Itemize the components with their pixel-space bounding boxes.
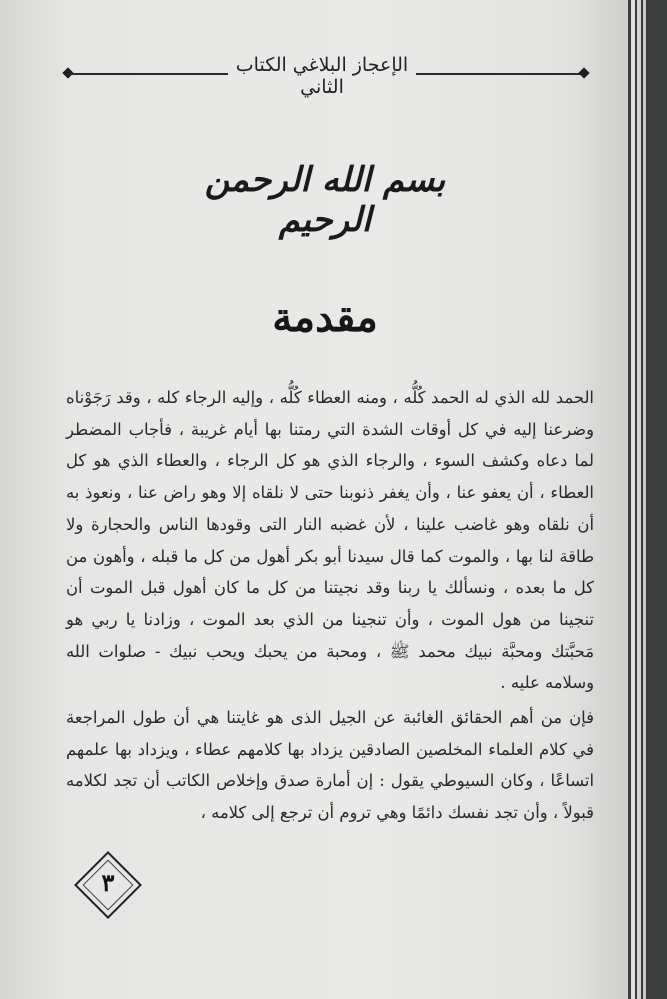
basmala: بسم الله الرحمن الرحيم [204, 160, 446, 240]
body-text [66, 382, 594, 829]
section-title: مقدمة [272, 294, 378, 341]
header-rule-left [68, 73, 228, 75]
header-rule-right [416, 73, 584, 75]
header-ornament-right [578, 67, 589, 78]
page-number: ٣ [101, 868, 115, 897]
paragraph: الحمد لله الذي له الحمد كُلُّه ، ومنه العطاء كُلُّه ، وإليه الرجاء كله ، وقد رَجَوْناه وضرعنا إليه في كل أوقات الشدة التي رمتنا بها أيام غريبة ، فأجاب المضطر لما دعاه وكشف السوء ، والرجاء الذي هو كل الرجاء ، والعطاء الذي هو كل العطاء ، أن يعفو عنا ، وأن يغفر ذنوبنا حتى لا نلقاه إلا وهو راض عنا ، ونعوذ به أن نلقاه وهو غاضب علينا ، لأن غضبه النار التى وقودها الناس والحجارة ولا طاقة لنا بها ، والموت كما قال سيدنا أبو بكر أهول من كل ما قبله ، وأهون من كل ما بعده ، ونسألك يا ربنا وقد نجيتنا من كل ما كان أهول قبل الموت أن تنجينا من هول الموت ، وأن تنجينا من الذي بعد الموت ، وزادنا يا ربي هو مَحبَّتك ومحبَّة نبيك محمد ﷺ ، ومحبة من يحبك ويحب نبيك - صلوات الله وسلامه عليه . [66, 388, 594, 693]
page-edge [643, 0, 646, 999]
show-through-text [70, 100, 590, 131]
page-edge [637, 0, 641, 999]
running-head: الإعجاز البلاغي الكتاب الثاني [235, 54, 409, 98]
paragraph: فإن من أهم الحقائق الغائبة عن الجيل الذى هو غايتنا هي أن طول المراجعة في كلام العلماء المخلصين الصادقين يزداد بها كلامهم عطاء ، ويزداد بها علمهم اتساعًا ، وكان السيوطي يقول : إن أمارة صدق وإخلاص الكاتب أن تجد لكلامه قبولاً ، وأن تجد نفسك دائمًا وهي تروم أن ترجع إلى كلامه ، [66, 708, 594, 823]
page-edge [631, 0, 635, 999]
